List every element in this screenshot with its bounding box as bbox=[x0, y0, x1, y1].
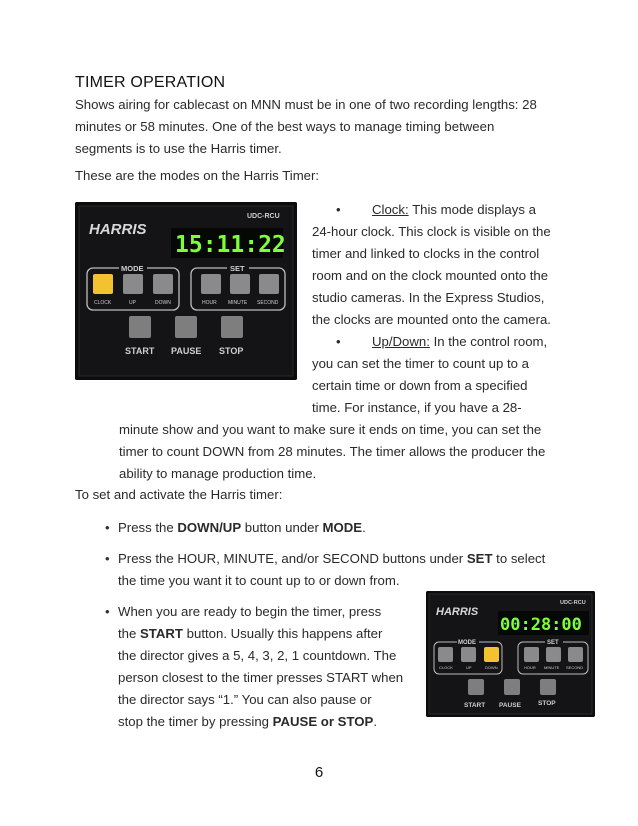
clock-button bbox=[438, 647, 453, 662]
harris-timer-photo-countdown bbox=[426, 591, 595, 717]
clock-mode-description bbox=[312, 199, 572, 331]
second-button-label: SECOND bbox=[257, 300, 279, 306]
step-item: • Press the HOUR, MINUTE, and/or SECOND buttons under SET to select the time you want it to count up to or down from. bbox=[100, 548, 570, 592]
section-heading: TIMER OPERATION bbox=[75, 74, 226, 91]
pause-button bbox=[175, 316, 197, 338]
step-item: • Press the DOWN/UP button under MODE. bbox=[100, 517, 570, 539]
modes-intro: These are the modes on the Harris Timer: bbox=[75, 168, 320, 183]
updown-mode-line: ability to manage production time. bbox=[119, 466, 317, 481]
updown-mode-line: timer to count DOWN from 28 minutes. The timer allows the producer the bbox=[119, 444, 546, 459]
hour-button-label: HOUR bbox=[524, 665, 536, 670]
timer-display: 15:11:22 bbox=[175, 232, 286, 258]
page-number: 6 bbox=[314, 764, 324, 781]
stop-button bbox=[221, 316, 243, 338]
model-label: UDC-RCU bbox=[247, 213, 280, 220]
clock-mode-line: room and on the clock mounted onto the bbox=[312, 268, 549, 283]
updown-mode-line: certain time or down from a specified bbox=[312, 378, 528, 393]
updown-mode-line: minute show and you want to make sure it ends on time, you can set the bbox=[119, 422, 542, 437]
timer-panel-graphic bbox=[75, 202, 297, 380]
clock-mode-line: the clocks are mounted onto the camera. bbox=[312, 312, 551, 327]
down-button-label: DOWN bbox=[485, 665, 498, 670]
clock-mode-line: 24-hour clock. This clock is visible on the bbox=[312, 224, 551, 239]
clock-mode-line: studio cameras. In the Express Studios, bbox=[312, 290, 545, 305]
minute-button-label: MINUTE bbox=[228, 300, 248, 306]
set-intro: To set and activate the Harris timer: bbox=[75, 487, 283, 502]
minute-button bbox=[546, 647, 561, 662]
clock-mode-line: timer and linked to clocks in the control bbox=[312, 246, 540, 261]
intro-line: minutes or 58 minutes. One of the best ways to manage timing between bbox=[75, 119, 495, 134]
pause-button-label: PAUSE bbox=[499, 702, 521, 709]
clock-mode-first-line: • Clock: This mode displays a bbox=[336, 202, 536, 217]
second-button-label: SECOND bbox=[566, 665, 584, 670]
updown-mode-continuation bbox=[119, 419, 579, 485]
updown-mode-line: time. For instance, if you have a 28- bbox=[312, 400, 522, 415]
timer-panel-graphic bbox=[426, 591, 595, 717]
hour-button bbox=[524, 647, 539, 662]
intro-line: segments is to use the Harris timer. bbox=[75, 141, 282, 156]
timer-display: 00:28:00 bbox=[500, 615, 582, 635]
up-button bbox=[461, 647, 476, 662]
clock-mode-label: Clock: bbox=[372, 202, 409, 217]
harris-timer-photo-clock bbox=[75, 202, 297, 380]
set-group-label: SET bbox=[547, 640, 559, 646]
intro-paragraph bbox=[75, 94, 537, 160]
up-button-label: UP bbox=[129, 300, 136, 306]
clock-button bbox=[93, 274, 113, 294]
down-button bbox=[153, 274, 173, 294]
model-label: UDC-RCU bbox=[560, 600, 586, 606]
start-button bbox=[129, 316, 151, 338]
down-button bbox=[484, 647, 499, 662]
minute-button-label: MINUTE bbox=[544, 665, 560, 670]
updown-mode-line: you can set the timer to count up to a bbox=[312, 356, 529, 371]
updown-mode-description bbox=[312, 331, 572, 419]
mode-group-label: MODE bbox=[458, 640, 476, 646]
start-button-label: START bbox=[125, 346, 155, 356]
minute-button bbox=[230, 274, 250, 294]
clock-button-label: CLOCK bbox=[94, 300, 112, 306]
down-button-label: DOWN bbox=[155, 300, 171, 306]
updown-mode-first-line: • Up/Down: In the control room, bbox=[336, 334, 548, 349]
brand-logo: HARRIS bbox=[89, 221, 147, 238]
hour-button-label: HOUR bbox=[202, 300, 217, 306]
start-button-label: START bbox=[464, 702, 486, 709]
stop-button bbox=[540, 679, 556, 695]
hour-button bbox=[201, 274, 221, 294]
clock-button-label: CLOCK bbox=[439, 665, 453, 670]
pause-button bbox=[504, 679, 520, 695]
up-button bbox=[123, 274, 143, 294]
start-button bbox=[468, 679, 484, 695]
updown-mode-label: Up/Down: bbox=[372, 334, 430, 349]
second-button bbox=[259, 274, 279, 294]
pause-button-label: PAUSE bbox=[171, 346, 202, 356]
set-group-label: SET bbox=[230, 264, 245, 273]
intro-line: Shows airing for cablecast on MNN must be in one of two recording lengths: 28 bbox=[75, 97, 537, 112]
up-button-label: UP bbox=[466, 665, 472, 670]
mode-group-label: MODE bbox=[121, 264, 144, 273]
stop-button-label: STOP bbox=[219, 346, 244, 356]
step-item: • When you are ready to begin the timer, press the START button. Usually this happens after the director gives a 5, 4, 3, 2, 1 countdown. The person closest to the timer presses START when the director says “1.” You can also pause or stop the timer by pressing PAUSE or STOP. bbox=[100, 601, 570, 733]
second-button bbox=[568, 647, 583, 662]
stop-button-label: STOP bbox=[538, 700, 556, 707]
brand-logo: HARRIS bbox=[436, 606, 479, 618]
